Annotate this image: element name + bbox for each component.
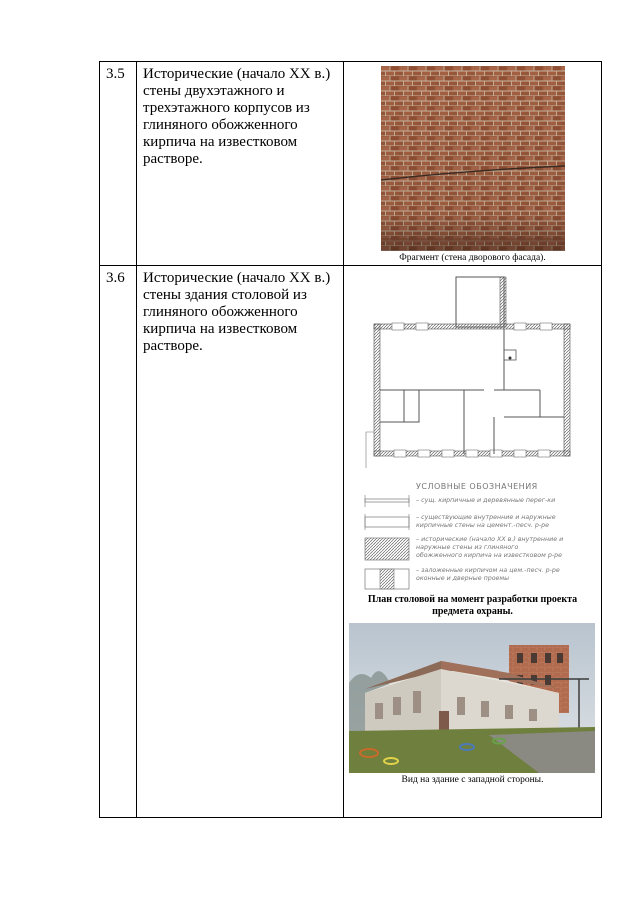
plan-caption: План столовой на момент разработки проекта предмета охраны. (367, 594, 578, 617)
legend-title: УСЛОВНЫЕ ОБОЗНАЧЕНИЯ (416, 482, 538, 491)
legend-item (364, 513, 601, 531)
row-media (344, 62, 602, 266)
table-row (100, 62, 602, 266)
legend-item-text: – существующие внутренние и наружные кирпичные стены на цемент.-песч. р-ре (416, 514, 556, 529)
row-number: 3.5 (100, 62, 137, 266)
row-description: Исторические (начало XX в.) стены двухэтажного и трехэтажного корпусов из глиняного обожженного кирпича на известковом растворе. (137, 62, 344, 266)
plan-legend (344, 482, 601, 591)
legend-item-text: – исторические (начало XX в.) внутренние и наружные стены из глиняного обожженного кирпича на известковом р-ре (416, 536, 564, 559)
legend-swatch-existing (364, 513, 410, 531)
brick-wall-photo (381, 66, 565, 251)
floor-plan-drawing (344, 272, 600, 482)
legend-item (364, 494, 601, 508)
row-media (344, 266, 602, 818)
table-row (100, 266, 602, 818)
photo-caption: Вид на здание с западной стороны. (401, 775, 544, 785)
heritage-table (99, 61, 602, 818)
legend-swatch-bricked (364, 567, 410, 591)
legend-item-text: – заложенные кирпичом на цем.-песч. р-ре оконные и дверные проемы (416, 567, 560, 582)
legend-item (364, 567, 601, 591)
row-number: 3.6 (100, 266, 137, 818)
legend-swatch-thin (364, 494, 410, 508)
legend-item-text: – сущ. кирпичные и деревянные перег-ки (416, 497, 556, 504)
photo-caption: Фрагмент (стена дворового фасада). (399, 253, 546, 263)
row-description: Исторические (начало XX в.) стены здания столовой из глиняного обожженного кирпича на известковом растворе. (137, 266, 344, 818)
legend-item (364, 536, 601, 562)
legend-swatch-historic (364, 536, 410, 562)
building-west-photo (349, 623, 595, 773)
